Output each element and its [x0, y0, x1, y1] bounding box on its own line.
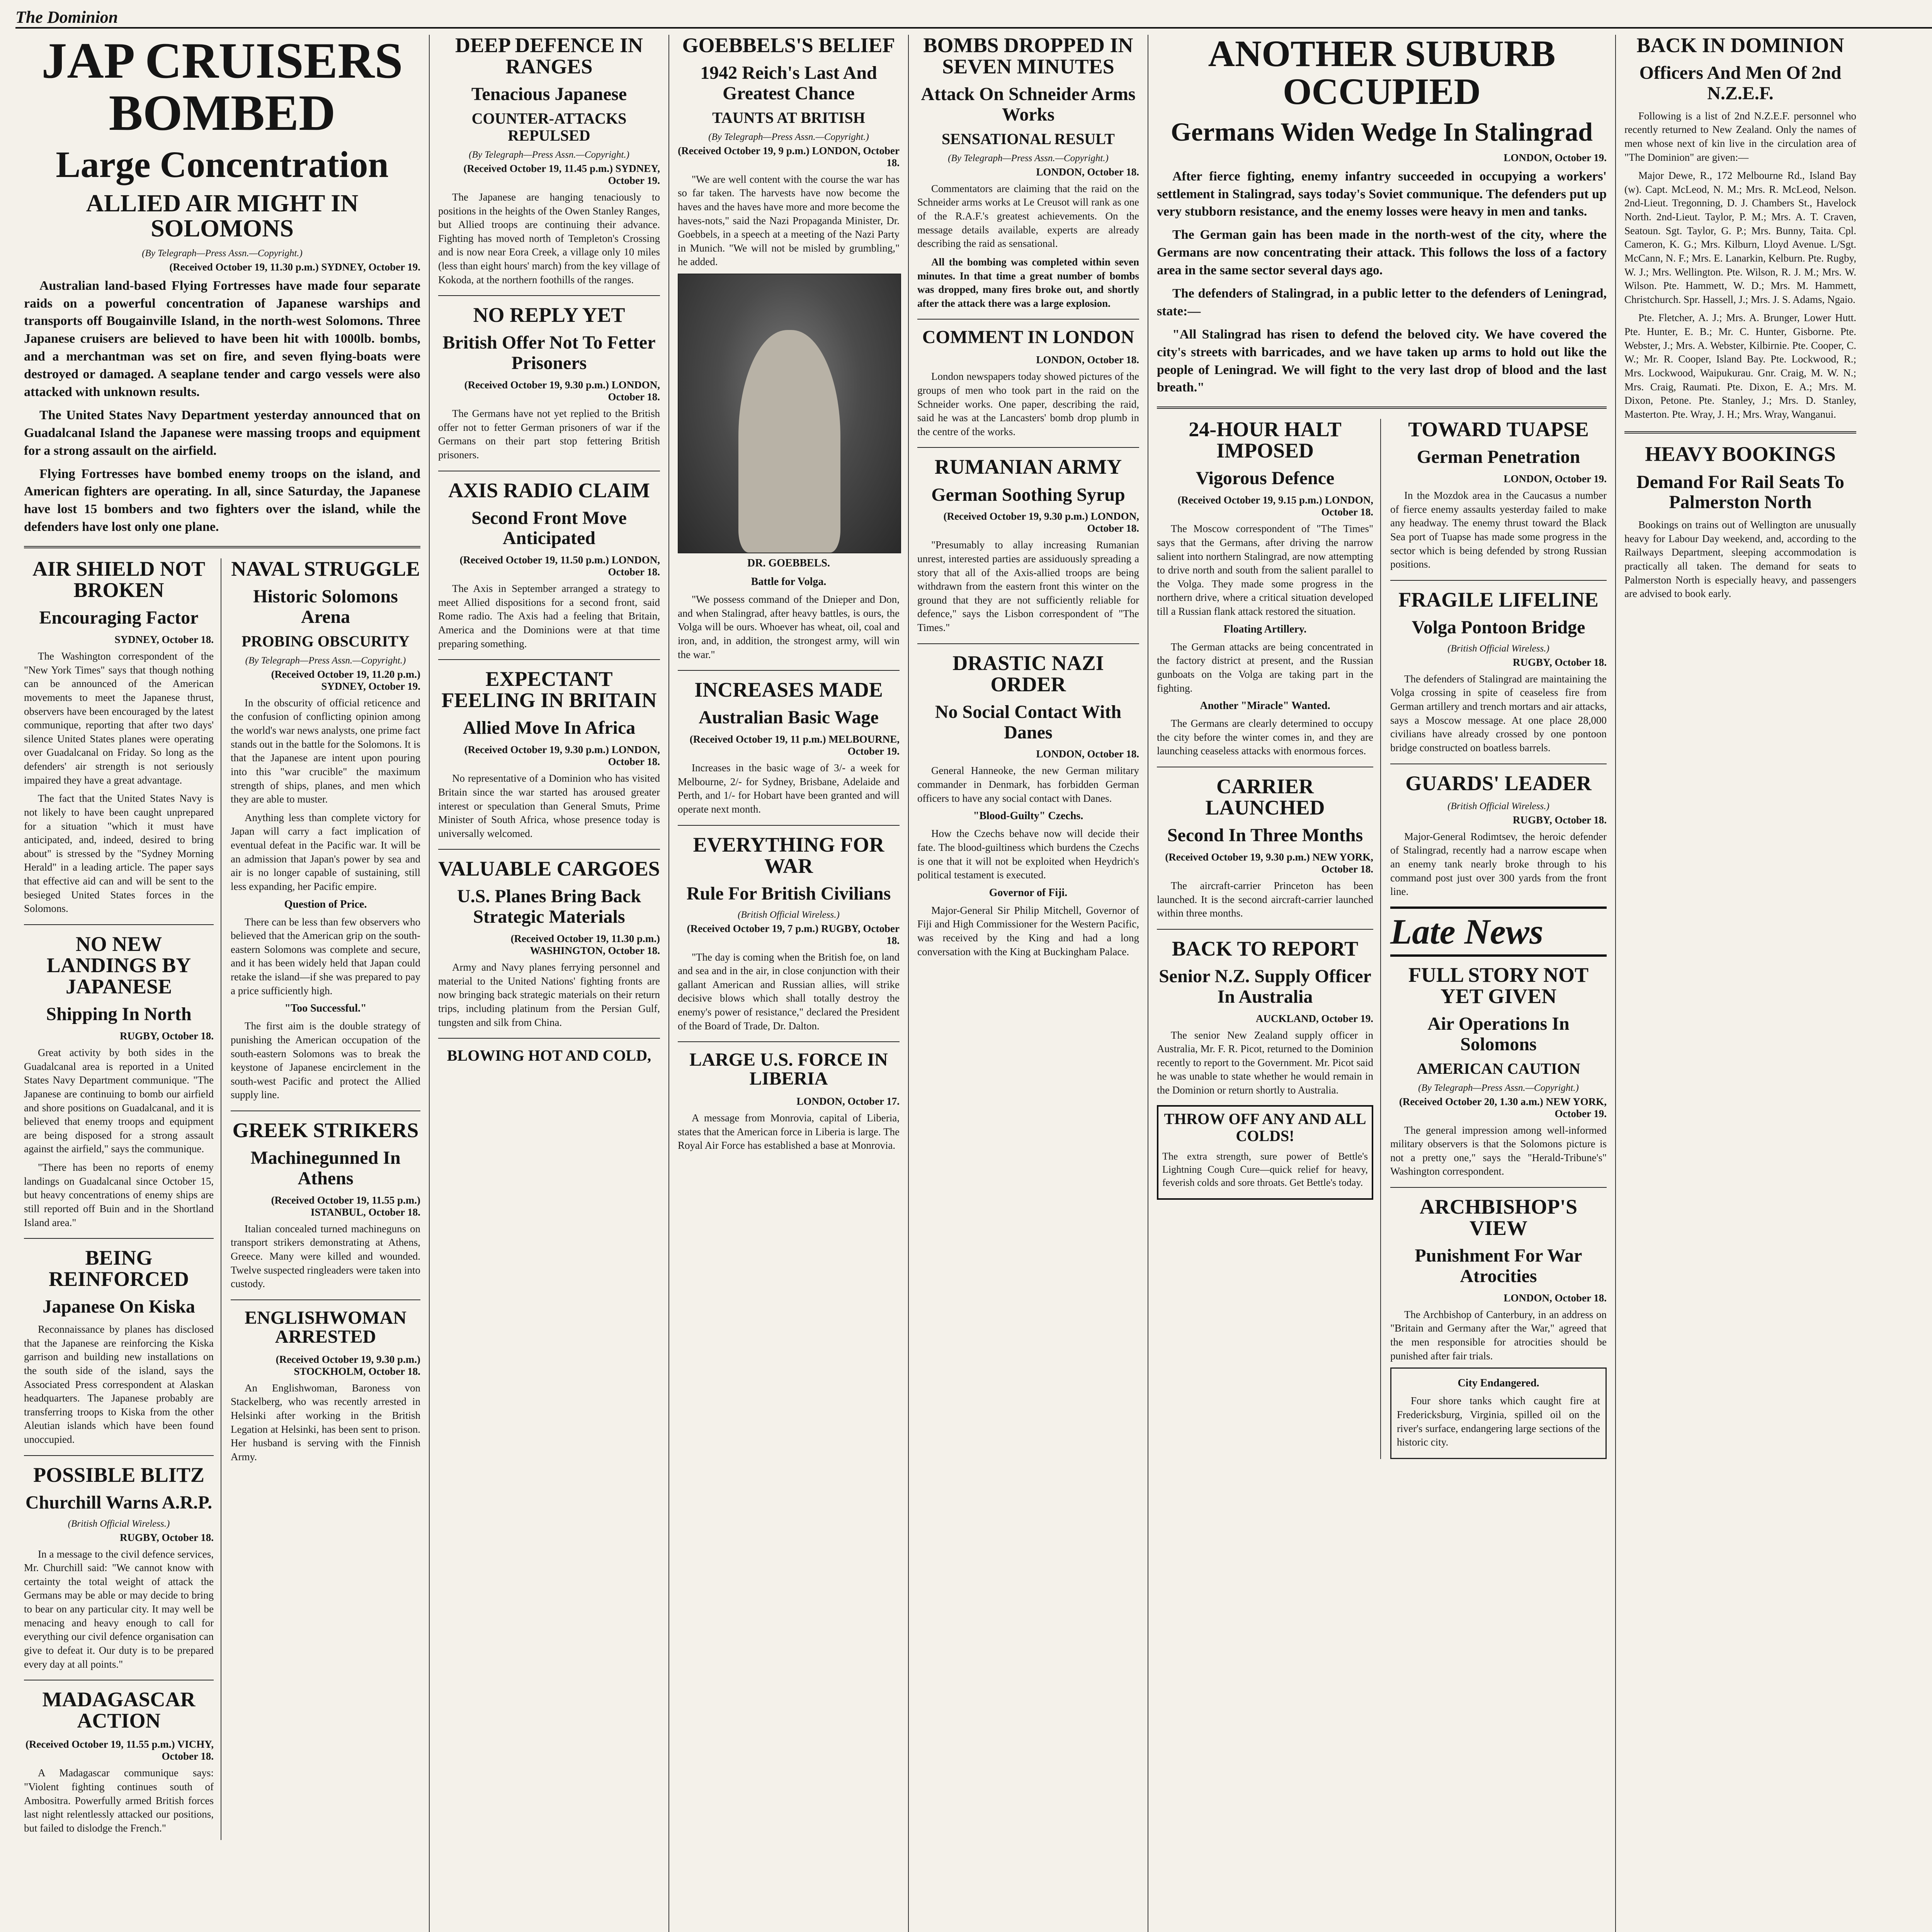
article-headline: NO REPLY YET — [473, 303, 625, 327]
dateline: (Received October 19, 11 p.m.) MELBOURNE, October 19. — [689, 733, 900, 757]
divider — [1157, 929, 1373, 930]
article-deck: Officers And Men Of 2nd N.Z.E.F. — [1639, 63, 1842, 104]
article-headline: GOEBBELS'S BELIEF — [682, 35, 895, 57]
divider — [1624, 431, 1856, 434]
dateline: LONDON, October 18. — [1036, 748, 1139, 760]
dateline: (Received October 19, 9.30 p.m.) NEW YORK, October 18. — [1165, 851, 1373, 875]
dateline: (Received October 19, 11.30 p.m.) WASHINGTON, October 18. — [510, 933, 660, 957]
article-paragraph: Major-General Rodimtsev, the heroic defender of Stalingrad, recently had a narrow escape when an enemy tank nearly broke through to his command post just over 300 yards from the front line. — [1390, 830, 1607, 898]
divider — [1390, 1187, 1607, 1188]
article-paragraph: General Hanneoke, the new German military commander in Denmark, has forbidden German officers to have any social contact with Danes. — [917, 765, 1139, 804]
article-headline: BACK TO REPORT — [1172, 937, 1359, 960]
personnel-list: Major Dewe, R., 172 Melbourne Rd., Island Bay (w). Capt. McLeod, N. M.; Mrs. R. McLeod, Nelson. 2nd-Lieut. Tregonning, D. J. Chambers St., Havelock North. 2nd-Lieut. Taylor, P. M.; Mrs. A. T. Craven, Seatoun. Sgt. Taylor, G. P.; Mrs. Bunny, Taita. Cpl. Cameron, K. G.; Mrs. Kilburn, Lloyd Avenue. L/Sgt. McCann, N. F.; Mrs. E. Lanarkin, Kelburn. Pte. Rugby, W. J.; Mrs. Wellington. Pte. Wilson, R. J. M.; Mrs. W. Wilson. Pte. Hammett, W. D.; Mrs. M. Hammett, Christchurch. Spr. Hassell, J.; Mrs. J. S. Adams, Ngaio. — [1624, 170, 1856, 305]
article-paragraph: The Archbishop of Canterbury, in an address on "Britain and Germany after the War," agreed that the men responsible for atrocities should be punished after fair trials. — [1390, 1308, 1607, 1362]
article-headline: BACK IN DOMINION — [1636, 35, 1844, 57]
credit-line: (By Telegraph—Press Assn.—Copyright.) — [142, 248, 303, 259]
article-subdeck: SENSATIONAL RESULT — [942, 130, 1115, 148]
article-paragraph: Flying Fortresses have bombed enemy troops on the island, and American fighters are operating. In all, since Saturday, the Japanese have lost 15 bombers and two fighters over the island, while the defenders have lost only one plane. — [24, 466, 420, 534]
advert-headline: BLOWING HOT AND COLD, — [447, 1047, 651, 1065]
article-headline: AIR SHIELD NOT BROKEN — [32, 557, 206, 602]
article-deck: German Soothing Syrup — [931, 484, 1125, 505]
dateline: (Received October 19, 9.30 p.m.) LONDON, October 18. — [943, 510, 1139, 534]
masthead — [15, 0, 1932, 29]
article-paragraph: "All Stalingrad has risen to defend the beloved city. We have covered the city's streets with barricades, and we have taken up arms to hold out like the people of Leningrad. We will fight to the very last drop of blood and the last breath." — [1157, 327, 1607, 395]
divider — [231, 1299, 420, 1300]
article-paragraph: The Germans have not yet replied to the British offer not to fetter German prisoners of war if the Germans on their part stop fettering British prisoners. — [438, 408, 660, 461]
article-deck: Machinegunned In Athens — [250, 1148, 401, 1189]
article-deck: British Offer Not To Fetter Prisoners — [442, 332, 656, 374]
credit-line: (By Telegraph—Press Assn.—Copyright.) — [245, 655, 406, 666]
article-headline: BEING REINFORCED — [48, 1246, 189, 1291]
article-subdeck: COUNTER-ATTACKS REPULSED — [471, 109, 627, 144]
article-headline: FRAGILE LIFELINE — [1398, 588, 1599, 611]
dateline: (Received October 19, 9.30 p.m.) LONDON, October 18. — [464, 744, 660, 768]
article-deck: U.S. Planes Bring Back Strategic Materials — [457, 886, 641, 927]
article-paragraph: London newspapers today showed pictures of the groups of men who took part in the raid on the Schneider works. One paper, describing the raid, said he was at the Lancasters' bomb drop plumb in the centre of the works. — [917, 371, 1139, 437]
dateline: (Received October 19, 11.45 p.m.) SYDNEY, October 19. — [463, 162, 660, 186]
subheading: Governor of Fiji. — [989, 886, 1068, 899]
article-paragraph: Major-General Sir Philip Mitchell, Governor of Fiji and High Commissioner for the Western Pacific, was received by the King and had a long conversation with the King at Buckingham Palace. — [917, 904, 1139, 957]
dateline: (Received October 19, 11.55 p.m.) VICHY, October 18. — [26, 1738, 214, 1762]
newspaper-name: The Dominion — [15, 8, 118, 27]
divider — [917, 447, 1139, 448]
advert-headline: THROW OFF ANY AND ALL COLDS! — [1164, 1110, 1366, 1145]
article-headline: CARRIER LAUNCHED — [1205, 775, 1325, 820]
article-deck: Air Operations In Solomons — [1427, 1013, 1570, 1054]
photo-caption: DR. GOEBBELS. — [747, 557, 830, 570]
credit-line: (By Telegraph—Press Assn.—Copyright.) — [469, 149, 629, 160]
article-headline: VALUABLE CARGOES — [438, 857, 660, 881]
article-headline: GUARDS' LEADER — [1405, 771, 1592, 795]
dateline: RUGBY, October 18. — [120, 1030, 214, 1042]
article-headline: MADAGASCAR ACTION — [42, 1688, 196, 1733]
lead-subheadline: Large Concentration — [56, 144, 389, 185]
article-paragraph: "Presumably to allay increasing Rumanian unrest, interested parties are assiduously spreading a story that all of the Axis-allied troops are being withdrawn from the eastern front this winter on the ground that they are not sufficiently reliable for defence," says the Lisbon correspondent of "The Times." — [917, 539, 1139, 634]
article-deck: Demand For Rail Seats To Palmerston North — [1636, 471, 1844, 513]
divider — [1390, 580, 1607, 581]
divider — [24, 924, 214, 925]
dateline: LONDON, October 19. — [1503, 473, 1607, 485]
article-headline: ANOTHER SUBURB OCCUPIED — [1208, 35, 1556, 112]
article-paragraph: The Japanese are hanging tenaciously to positions in the heights of the Owen Stanley Ranges, but Allied troops are continuing their advance. Fighting has moved north of Templeton's Crossing and is now near Eora Creek, a village only 10 miles (less than eight hours' march) from the key village of Kokoda, at the northern foothills of the ranges. — [438, 191, 660, 286]
news-brief — [1390, 1367, 1607, 1459]
article-paragraph: In the Mozdok area in the Caucasus a number of fierce enemy assaults yesterday failed to make any headway. The enemy thrust toward the Black Sea port of Tuapse has made some progress in the sector which is being defended by strong Russian positions. — [1390, 490, 1607, 570]
article-headline: COMMENT IN LONDON — [922, 327, 1134, 348]
credit-line: (British Official Wireless.) — [738, 909, 840, 920]
article-paragraph: The fact that the United States Navy is not likely to have been caught unprepared for a situation "which it must have anticipated, and, indeed, desired to bring about" is stressed by the "Sydney Morning Herald" in a leading article. The paper says that effective aid can and will be sent to the besieged United States forces in the Solomons. — [24, 793, 214, 915]
divider — [24, 546, 420, 548]
article-headline: TOWARD TUAPSE — [1408, 418, 1589, 441]
dateline: AUCKLAND, October 19. — [1256, 1012, 1373, 1024]
article-paragraph: No representative of a Dominion who has visited Britain since the war started has aroused greater interest or speculation than General Smuts, Prime Minister of South Africa, whose presence today is universally welcomed. — [438, 772, 660, 839]
column-6 — [1615, 35, 1932, 1932]
dateline: (Received October 19, 9.30 p.m.) LONDON, October 18. — [464, 379, 660, 403]
article-headline: HEAVY BOOKINGS — [1645, 442, 1836, 466]
credit-line: (British Official Wireless.) — [68, 1518, 170, 1529]
dateline: RUGBY, October 18. — [120, 1531, 214, 1543]
subheading: Floating Artillery. — [1223, 623, 1307, 635]
article-headline: GREEK STRIKERS — [232, 1119, 419, 1142]
article-paragraph: An Englishwoman, Baroness von Stackelberg, who was recently arrested in Helsinki after working in the British Legation at Helsinki, has been sent to prison. Her husband is serving with the Finnish Army. — [231, 1382, 420, 1463]
article-headline: LARGE U.S. FORCE IN LIBERIA — [689, 1049, 888, 1089]
advert-text: The extra strength, sure power of Bettle's Lightning Cough Cure—quick relief for heavy, feverish colds and sore throats. Get Bettle's today. — [1162, 1150, 1368, 1189]
article-paragraph: All the bombing was completed within seven minutes. In that time a great number of bombs was dropped, many fires broke out, and shortly after the attack there was a large explosion. — [917, 256, 1139, 309]
article-paragraph: Bookings on trains out of Wellington are unusually heavy for Labour Day weekend, and, according to the Railways Department, sleeping accommodation is practically all taken. The demand for seats to Palmerston North is especially heavy, and passengers are advised to book early. — [1624, 519, 1856, 600]
article-deck: Shipping In North — [46, 1004, 192, 1025]
dateline: (Received October 19, 11.20 p.m.) SYDNEY, October 19. — [271, 668, 420, 692]
credit-line: (British Official Wireless.) — [1447, 643, 1549, 654]
article-paragraph: Australian land-based Flying Fortresses have made four separate raids on a powerful concentration of Japanese warships and transports off Bougainville Island, in the north-west Solomons. Three Japanese cruisers are believed to have been hit with 1000lb. bombs, and a merchantman was set on fire, and seven flying-boats were destroyed or damaged. A seaplane tender and cargo vessels were also attacked with unknown results. — [24, 278, 420, 400]
article-headline: NAVAL STRUGGLE — [231, 557, 420, 581]
divider — [24, 1238, 214, 1239]
article-paragraph: Anything less than complete victory for Japan will carry a fact implication of eventual defeat in the Pacific war. It will be an admission that Japan's power by sea and air is no longer capable of sustaining, still less expanding, her Pacific empire. — [231, 811, 420, 892]
article-deck: Punishment For War Atrocities — [1415, 1245, 1582, 1286]
dateline: (Received October 19, 11.50 p.m.) LONDON, October 18. — [459, 554, 660, 578]
article-deck: Senior N.Z. Supply Officer In Australia — [1159, 966, 1371, 1007]
article-deck: Encouraging Factor — [39, 607, 199, 628]
article-subdeck: TAUNTS AT BRITISH — [712, 109, 865, 126]
column-4 — [908, 35, 1148, 1932]
divider — [438, 849, 660, 850]
column-5 — [1148, 35, 1615, 1932]
subheading: Battle for Volga. — [751, 576, 827, 588]
article-deck: Allied Move In Africa — [463, 718, 636, 738]
article-deck: Japanese On Kiska — [43, 1296, 195, 1317]
article-paragraph: The Axis in September arranged a strategy to meet Allied dispositions for a second front, said Rome radio. The Axis had a feeling that Britain, America and the Dominions were at that time preparing something. — [438, 583, 660, 650]
article-headline: DEEP DEFENCE IN RANGES — [455, 35, 643, 78]
article-paragraph: How the Czechs behave now will decide their fate. The blood-guiltiness which burdens the Czechs is one that it will not be exploited when Heydrich's political testament is executed. — [917, 828, 1139, 881]
article-deck: Attack On Schneider Arms Works — [921, 84, 1136, 125]
subheading: "Too Successful." — [284, 1002, 367, 1015]
article-deck: Vigorous Defence — [1196, 468, 1335, 489]
article-headline: DRASTIC NAZI ORDER — [952, 651, 1104, 696]
article-paragraph: The Washington correspondent of the "New York Times" says that though nothing can be announced of the American movements to meet the Japanese thrust, observers have been encouraged by the latest communique, reporting that after two days' silence United States planes were operating over Guadalcanal on Friday. So long as the defenders' air strength is not seriously impaired they have a great advantage. — [24, 650, 214, 786]
article-paragraph: The general impression among well-informed military observers is that the Solomons picture is not a pretty one," says the "Herald-Tribune's" Washington correspondent. — [1390, 1124, 1607, 1177]
dateline: LONDON, October 18. — [1036, 166, 1139, 178]
article-paragraph: The United States Navy Department yesterday announced that on Guadalcanal Island the Japanese were massing troops and equipment for a strong assault on the airfield. — [24, 408, 420, 458]
personnel-list: Pte. Fletcher, A. J.; Mrs. A. Brunger, Lower Hutt. Pte. Hunter, E. B.; Mr. C. Hunter, Gisborne. Pte. Webster, J.; Mrs. A. Webster, Kilbirnie. Pte. Cooper, C. W.; Mr. R. Cooper, Island Bay. Pte. Lockwood, R.; Mrs. Lockwood, Waipukurau. Gnr. Craig, M. W. N.; Mrs. Craig, Raumati. Pte. Dixon, E. A.; Mrs. M. Dixon, Petone. Pte. Stanley, J.; Mrs. D. Stanley, Masterton. Pte. Wray, J. H.; Mrs. Wray, Wanganui. — [1624, 312, 1856, 420]
portrait-photo — [678, 274, 901, 553]
credit-line: (By Telegraph—Press Assn.—Copyright.) — [948, 153, 1109, 163]
dateline: LONDON, October 19. — [1503, 151, 1607, 163]
article-deck: Second Front Move Anticipated — [471, 507, 627, 549]
divider — [438, 1038, 660, 1039]
article-paragraph: "The day is coming when the British foe, on land and sea and in the air, in close conjunction with their gallant American and Russian allies, will strike decisive blows which shall totally destroy the enemy's power of resistance," declared the President of the Board of Trade, Dr. Dalton. — [678, 951, 900, 1032]
dateline: (Received October 19, 11.55 p.m.) ISTANBUL, October 18. — [271, 1194, 420, 1218]
article-paragraph: A message from Monrovia, capital of Liberia, states that the American force in Liberia is large. The Royal Air Force has established a base at Monrovia. — [678, 1112, 900, 1151]
article-paragraph: In a message to the civil defence services, Mr. Churchill said: "We cannot know with certainty the total weight of attack the Germans may be able or may decide to bring to bear on any particular city. It may well be menacing and heavy enough to call for everything our civil defence organisation can give to defeat it. Our duty is to be prepared every day at all points." — [24, 1548, 214, 1670]
article-paragraph: Reconnaissance by planes has disclosed that the Japanese are reinforcing the Kiska garrison and building new installations on the south side of the island, says the Associated Press correspondent at Alaskan headquarters. The Japanese probably are transferring troops to Kiska from the other Aleutian islands which have been found unoccupied. — [24, 1323, 214, 1446]
subheading: Another "Miracle" Wanted. — [1200, 700, 1330, 712]
article-paragraph: In the obscurity of official reticence and the confusion of conflicting opinion among the world's war news analysts, one prime fact stands out in the battle for the Solomons. It is that the Japanese are intent upon pouring into this "war crucible" the maximum strength of ships, planes, and men which they are able to muster. — [231, 697, 420, 805]
article-subdeck: AMERICAN CAUTION — [1417, 1060, 1580, 1077]
article-paragraph: A Madagascar communique says: "Violent fighting continues south of Ambositra. Powerfully armed British forces last night relentlessly attacked our positions, but failed to dislodge the French." — [24, 1767, 214, 1834]
portrait-figure — [738, 330, 840, 553]
article-paragraph: The Germans are clearly determined to occupy the city before the winter comes in, and they are launching ceaseless attacks with enormous forces. — [1157, 718, 1373, 757]
article-paragraph: Commentators are claiming that the raid on the Schneider arms works at Le Creusot will rank as one of the R.A.F.'s greatest achievements. On the message details available, experts are already describing the raid as sensational. — [917, 182, 1139, 250]
divider — [438, 659, 660, 660]
article-deck: Volga Pontoon Bridge — [1412, 617, 1585, 638]
article-paragraph: Great activity by both sides in the Guadalcanal area is reported in a United States Navy Department communique. "The Japanese are continuing to bomb our airfield and shore positions on Guadalcanal, and it is believed that enemy troops and equipment are being disposed for a strong assault against the airfield," says the communique. — [24, 1047, 214, 1155]
dateline: (Received October 19, 9.15 p.m.) LONDON, October 18. — [1177, 494, 1373, 518]
divider — [678, 670, 900, 671]
dateline: SYDNEY, October 18. — [114, 634, 214, 646]
lead-headline: JAP CRUISERS BOMBED — [41, 35, 403, 141]
dateline: (Received October 19, 11.30 p.m.) SYDNEY, October 19. — [169, 261, 420, 273]
dateline: RUGBY, October 18. — [1513, 814, 1607, 826]
article-headline: 24-HOUR HALT IMPOSED — [1189, 418, 1342, 463]
dateline: LONDON, October 18. — [1036, 354, 1139, 366]
article-paragraph: Italian concealed turned machineguns on transport strikers demonstrating at Athens, Greece. Many were killed and wounded. Twelve suspected ringleaders were taken into custody. — [231, 1223, 420, 1290]
dateline: LONDON, October 17. — [796, 1095, 900, 1107]
divider — [917, 643, 1139, 644]
subheading: Question of Price. — [284, 898, 367, 910]
dateline: (Received October 19, 9 p.m.) LONDON, October 18. — [678, 145, 900, 168]
article-subdeck: PROBING OBSCURITY — [242, 632, 410, 650]
article-headline: NO NEW LANDINGS BY JAPANESE — [46, 932, 191, 998]
article-deck: Second In Three Months — [1167, 825, 1363, 846]
article-headline: EVERYTHING FOR WAR — [693, 833, 884, 878]
article-headline: ARCHBISHOP'S VIEW — [1419, 1195, 1578, 1240]
article-deck: Historic Solomons Arena — [253, 586, 398, 628]
article-paragraph: "We possess command of the Dnieper and Don, and when Stalingrad, after heavy battles, is ours, the Volga will be ours. Whoever has wheat, oil, coal and iron, and, in addition, the strongest army, will win the war." — [678, 594, 900, 660]
divider — [24, 1455, 214, 1456]
article-deck: Rule For British Civilians — [686, 883, 891, 904]
subheading: "Blood-Guilty" Czechs. — [973, 810, 1083, 822]
divider — [917, 319, 1139, 320]
divider — [678, 825, 900, 826]
article-paragraph: Four shore tanks which caught fire at Fredericksburg, Virginia, spilled oil on the river's surface, endangering large sections of the historic city. — [1397, 1395, 1600, 1448]
article-paragraph: The first aim is the double strategy of punishing the American occupation of the south-eastern Solomons was to break the keystone of Japanese encirclement in the south-west Pacific and protect the Allied supply line. — [231, 1020, 420, 1101]
dateline: RUGBY, October 18. — [1513, 656, 1607, 668]
article-paragraph: The defenders of Stalingrad, in a public letter to the defenders of Leningrad, state:— — [1157, 286, 1607, 318]
credit-line: (British Official Wireless.) — [1447, 801, 1549, 811]
article-deck: No Social Contact With Danes — [935, 701, 1122, 743]
article-paragraph: Increases in the basic wage of 3/- a week for Melbourne, 2/- for Sydney, Brisbane, Adelaide and Perth, and 1/- for Hobart have been granted and will operate next month. — [678, 762, 900, 815]
article-headline: FULL STORY NOT YET GIVEN — [1408, 963, 1589, 1008]
article-paragraph: The defenders of Stalingrad are maintaining the Volga crossing in spite of ceaseless fire from German artillery and trench mortars and air attacks, says a Moscow message. At one place 28,000 civilians have already crossed by one pontoon bridge constructed on boatless barrels. — [1390, 673, 1607, 753]
article-paragraph: The senior New Zealand supply officer in Australia, Mr. F. R. Picot, returned to the Dominion recently to report to the Government. Mr. Picot said he was unable to state whether he would remain in the Dominion or return shortly to Australia. — [1157, 1029, 1373, 1096]
article-headline: RUMANIAN ARMY — [934, 455, 1122, 479]
article-deck: Tenacious Japanese — [471, 84, 627, 105]
article-deck: Australian Basic Wage — [699, 707, 879, 728]
late-news-banner: Late News — [1390, 906, 1607, 957]
divider — [1157, 406, 1607, 409]
advertisement — [1157, 1105, 1373, 1200]
article-paragraph: The German gain has been made in the north-west of the city, where the Germans are now concentrating their attack. This follows the loss of a factory area in the same sector several days ago. — [1157, 228, 1607, 278]
credit-line: (By Telegraph—Press Assn.—Copyright.) — [1418, 1082, 1579, 1093]
article-paragraph: Army and Navy planes ferrying personnel and material to the United Nations' fighting fronts are now bringing back strategic materials on their return trips, including platinum from the Persian Gulf, tungsten and silk from China. — [438, 961, 660, 1028]
divider — [438, 295, 660, 296]
article-paragraph: "We are well content with the course the war has so far taken. The harvests have now become the haves and the haves have more and more become the haves-nots," said the Nazi Propaganda Minister, Dr. Goebbels, in a speech at a meeting of the Nazi Party in Munich. "We will not be misled by grumbling," he added. — [678, 173, 900, 268]
dateline: (Received October 20, 1.30 a.m.) NEW YORK, October 19. — [1399, 1095, 1607, 1119]
article-paragraph: After fierce fighting, enemy infantry succeeded in occupying a workers' settlement in Stalingrad, says today's Soviet communique. The defenders put up very stubborn resistance, and the enemy losses were heavy in men and tanks. — [1157, 169, 1607, 219]
article-headline: POSSIBLE BLITZ — [33, 1463, 204, 1486]
article-deck: German Penetration — [1417, 447, 1580, 468]
article-paragraph: Following is a list of 2nd N.Z.E.F. personnel who recently returned to New Zealand. Only the names of men whose next of kin live in the circulation area of "The Dominion" are given:— — [1624, 110, 1856, 163]
subheading: City Endangered. — [1458, 1377, 1539, 1389]
column-2 — [429, 35, 668, 1932]
article-paragraph: The German attacks are being concentrated in the factory district at present, and the Russian gunboats on the Volga are taking part in the fighting. — [1157, 641, 1373, 694]
dateline: LONDON, October 18. — [1503, 1292, 1607, 1304]
article-paragraph: The Moscow correspondent of "The Times" says that the Germans, after driving the narrow salient into northern Stalingrad, are now attempting to drive north and south from the salient parallel to the Volga. They made some progress in the northern drive, where a critical situation developed till a Russian flank attack restored the situation. — [1157, 523, 1373, 617]
divider — [678, 1041, 900, 1042]
article-deck: 1942 Reich's Last And Greatest Chance — [700, 63, 877, 104]
article-headline: EXPECTANT FEELING IN BRITAIN — [441, 667, 657, 712]
article-headline: AXIS RADIO CLAIM — [448, 478, 650, 502]
article-deck: Germans Widen Wedge In Stalingrad — [1171, 117, 1593, 146]
article-paragraph: There can be less than few observers who believed that the American grip on the south-eastern Solomons was complete and secure, and it has been widely held that Japan could retake the island—if she was prepared to pay a price sufficiently high. — [231, 916, 420, 997]
credit-line: (By Telegraph—Press Assn.—Copyright.) — [708, 131, 869, 142]
lead-deck: ALLIED AIR MIGHT IN SOLOMONS — [86, 189, 359, 242]
article-paragraph: The aircraft-carrier Princeton has been launched. It is the second aircraft-carrier launched within three months. — [1157, 879, 1373, 919]
article-headline: ENGLISHWOMAN ARRESTED — [245, 1307, 406, 1347]
column-1 — [15, 35, 429, 1932]
article-deck: Churchill Warns A.R.P. — [25, 1492, 213, 1513]
article-paragraph: "There has been no reports of enemy landings on Guadalcanal since October 15, but heavy concentrations of enemy ships are still reported off Buin and in the Shortland Island area." — [24, 1162, 214, 1228]
column-3 — [668, 35, 908, 1932]
dateline: (Received October 19, 9.30 p.m.) STOCKHOLM, October 18. — [276, 1353, 420, 1377]
article-headline: BOMBS DROPPED IN SEVEN MINUTES — [923, 35, 1133, 78]
article-headline: INCREASES MADE — [694, 678, 883, 702]
dateline: (Received October 19, 7 p.m.) RUGBY, October 18. — [687, 922, 900, 946]
